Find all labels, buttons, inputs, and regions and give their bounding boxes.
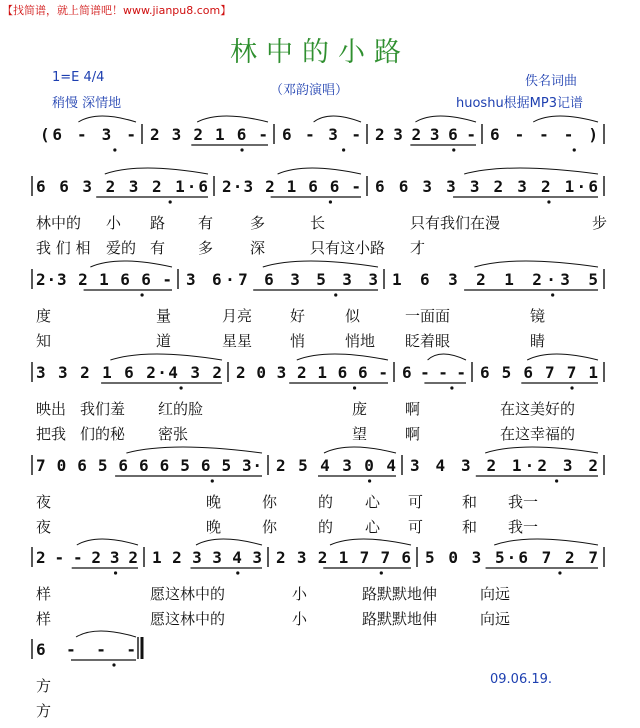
lyric-syllable: 你 (262, 518, 278, 536)
measure-notes: 7 0 6 5 6 6 6 5 6 5 3· (36, 456, 262, 475)
measure-notes: 5 0 3 5·6 7 2 7 (425, 548, 598, 567)
lyric-syllable: 方 (36, 677, 52, 695)
lyric-syllable: 长 (310, 214, 326, 232)
lyric-syllable: 密张 (158, 425, 189, 443)
lyric-syllable: 红的脸 (158, 400, 204, 418)
lyric-syllable: 深 (250, 239, 266, 257)
lyric-syllable: 向远 (480, 610, 511, 628)
lyric-syllable: 愿这林中的 (150, 585, 226, 603)
lyric-syllable: 心 (365, 493, 381, 511)
lyric-syllable: 夜 (36, 518, 52, 536)
lyric-syllable: 们的秘 (80, 425, 126, 443)
lyric-syllable: 睛 (530, 332, 546, 350)
lyric-syllable: 啊 (405, 400, 421, 418)
lyric-syllable: 度 (36, 307, 52, 325)
lyric-syllable: 庞 (352, 400, 368, 418)
lyric-syllable: 路默默地伸 (362, 610, 438, 628)
site-banner: 【找简谱，就上简谱吧！www.jianpu8.com】 (2, 4, 232, 17)
lyric-syllable: 望 (352, 425, 368, 443)
key-signature: 1=E 4/4 (52, 70, 105, 85)
measure-notes: 6 5 6 7 7 1 (480, 363, 598, 382)
lyric-syllable: 小 (292, 585, 308, 603)
lyric-syllable: 道 (156, 332, 172, 350)
transcriber-credit: huoshu根据MP3记谱 (456, 96, 584, 111)
measure-notes: 3 3 2 1 6 2·4 3 2 (36, 363, 222, 382)
lyric-syllable: 小 (292, 610, 308, 628)
lyric-syllable: 镜 (530, 307, 546, 325)
lyric-syllable: 可 (408, 518, 424, 536)
measure-notes: 3 4 3 2 1·2 3 2 (410, 456, 598, 475)
lyric-syllable: 把我 (36, 425, 67, 443)
lyric-syllable: 愿这林中的 (150, 610, 226, 628)
lyric-syllable: 一面面 (405, 307, 451, 325)
measure-notes: 2·3 2 1 6 6 - (36, 270, 172, 289)
measure-notes: 2·3 2 1 6 6 - (222, 177, 361, 196)
lyric-syllable: 我们羞 (80, 400, 126, 418)
measure-notes: 2 3 2 3 6 - (375, 125, 476, 144)
lyric-syllable: 才 (410, 239, 426, 257)
lyric-syllable: 的 (318, 518, 334, 536)
measure-notes: 2 5 4 3 0 4 (276, 456, 396, 475)
lyric-syllable: 多 (198, 239, 214, 257)
lyric-syllable: 有 (198, 214, 214, 232)
lyric-syllable: 和 (462, 493, 478, 511)
lyric-syllable: 悄 (290, 332, 306, 350)
lyric-syllable: 月亮 (222, 307, 253, 325)
measure-notes: 6 - 3 - (282, 125, 361, 144)
measure-notes: 1 2 3 3 4 3 (152, 548, 262, 567)
lyric-syllable: 爱的 (106, 239, 137, 257)
lyric-syllable: 星星 (222, 332, 253, 350)
lyric-syllable: 夜 (36, 493, 52, 511)
lyric-syllable: 映出 (36, 400, 67, 418)
lyric-syllable: 步 (592, 214, 608, 232)
singer-credit: （邓韵演唱） (270, 83, 349, 98)
lyric-syllable: 我 们 相 (36, 239, 91, 257)
lyric-syllable: 心 (365, 518, 381, 536)
lyric-syllable: 的 (318, 493, 334, 511)
measure-notes: 6 - - - ) (490, 125, 598, 144)
lyric-syllable: 样 (36, 585, 52, 603)
measure-notes: 6 - - - (402, 363, 466, 382)
lyric-syllable: 向远 (480, 585, 511, 603)
lyric-syllable: 林中的 (36, 214, 82, 232)
lyric-syllable: 我一 (508, 493, 539, 511)
measure-notes: 2 3 2 1 6 - (150, 125, 268, 144)
lyric-syllable: 你 (262, 493, 278, 511)
measure-notes: 6 - - - (36, 640, 136, 659)
lyric-syllable: 路 (150, 214, 166, 232)
song-title: 林中的小路 (230, 37, 410, 68)
measure-notes: 6 6 3 3 3 2 3 2 1·6 (375, 177, 598, 196)
lyric-syllable: 多 (250, 214, 266, 232)
lyric-syllable: 有 (150, 239, 166, 257)
measure-notes: (6 - 3 - (40, 125, 136, 144)
lyric-syllable: 只有我们在漫 (410, 214, 501, 232)
tempo-marking: 稍慢 深情地 (52, 96, 122, 111)
lyric-syllable: 我一 (508, 518, 539, 536)
lyric-syllable: 路默默地伸 (362, 585, 438, 603)
lyric-syllable: 眨着眼 (405, 332, 451, 350)
lyric-syllable: 好 (290, 307, 306, 325)
lyric-syllable: 在这美好的 (500, 400, 576, 418)
lyric-syllable: 可 (408, 493, 424, 511)
date-stamp: 09.06.19. (490, 672, 553, 687)
measure-notes: 6 6 3 2 3 2 1·6 (36, 177, 208, 196)
authors-credit: 佚名词曲 (525, 74, 578, 89)
lyric-syllable: 只有这小路 (310, 239, 386, 257)
lyric-syllable: 啊 (405, 425, 421, 443)
lyric-syllable: 晚 (206, 518, 222, 536)
measure-notes: 2 0 3 2 1 6 6 - (236, 363, 388, 382)
lyric-syllable: 样 (36, 610, 52, 628)
measure-notes: 1 6 3 2 1 2·3 5 (392, 270, 598, 289)
measure-notes: 2 - - 2 3 2 (36, 548, 138, 567)
measure-notes: 3 6·7 6 3 5 3 3 (186, 270, 378, 289)
lyric-syllable: 在这幸福的 (500, 425, 576, 443)
measure-notes: 2 3 2 1 7 7 6 (276, 548, 411, 567)
lyric-syllable: 晚 (206, 493, 222, 511)
lyric-syllable: 方 (36, 702, 52, 720)
lyric-syllable: 和 (462, 518, 478, 536)
lyric-syllable: 小 (106, 214, 122, 232)
lyric-syllable: 似 (345, 307, 361, 325)
lyric-syllable: 悄地 (345, 332, 376, 350)
lyric-syllable: 知 (36, 332, 52, 350)
lyric-syllable: 量 (156, 307, 172, 325)
